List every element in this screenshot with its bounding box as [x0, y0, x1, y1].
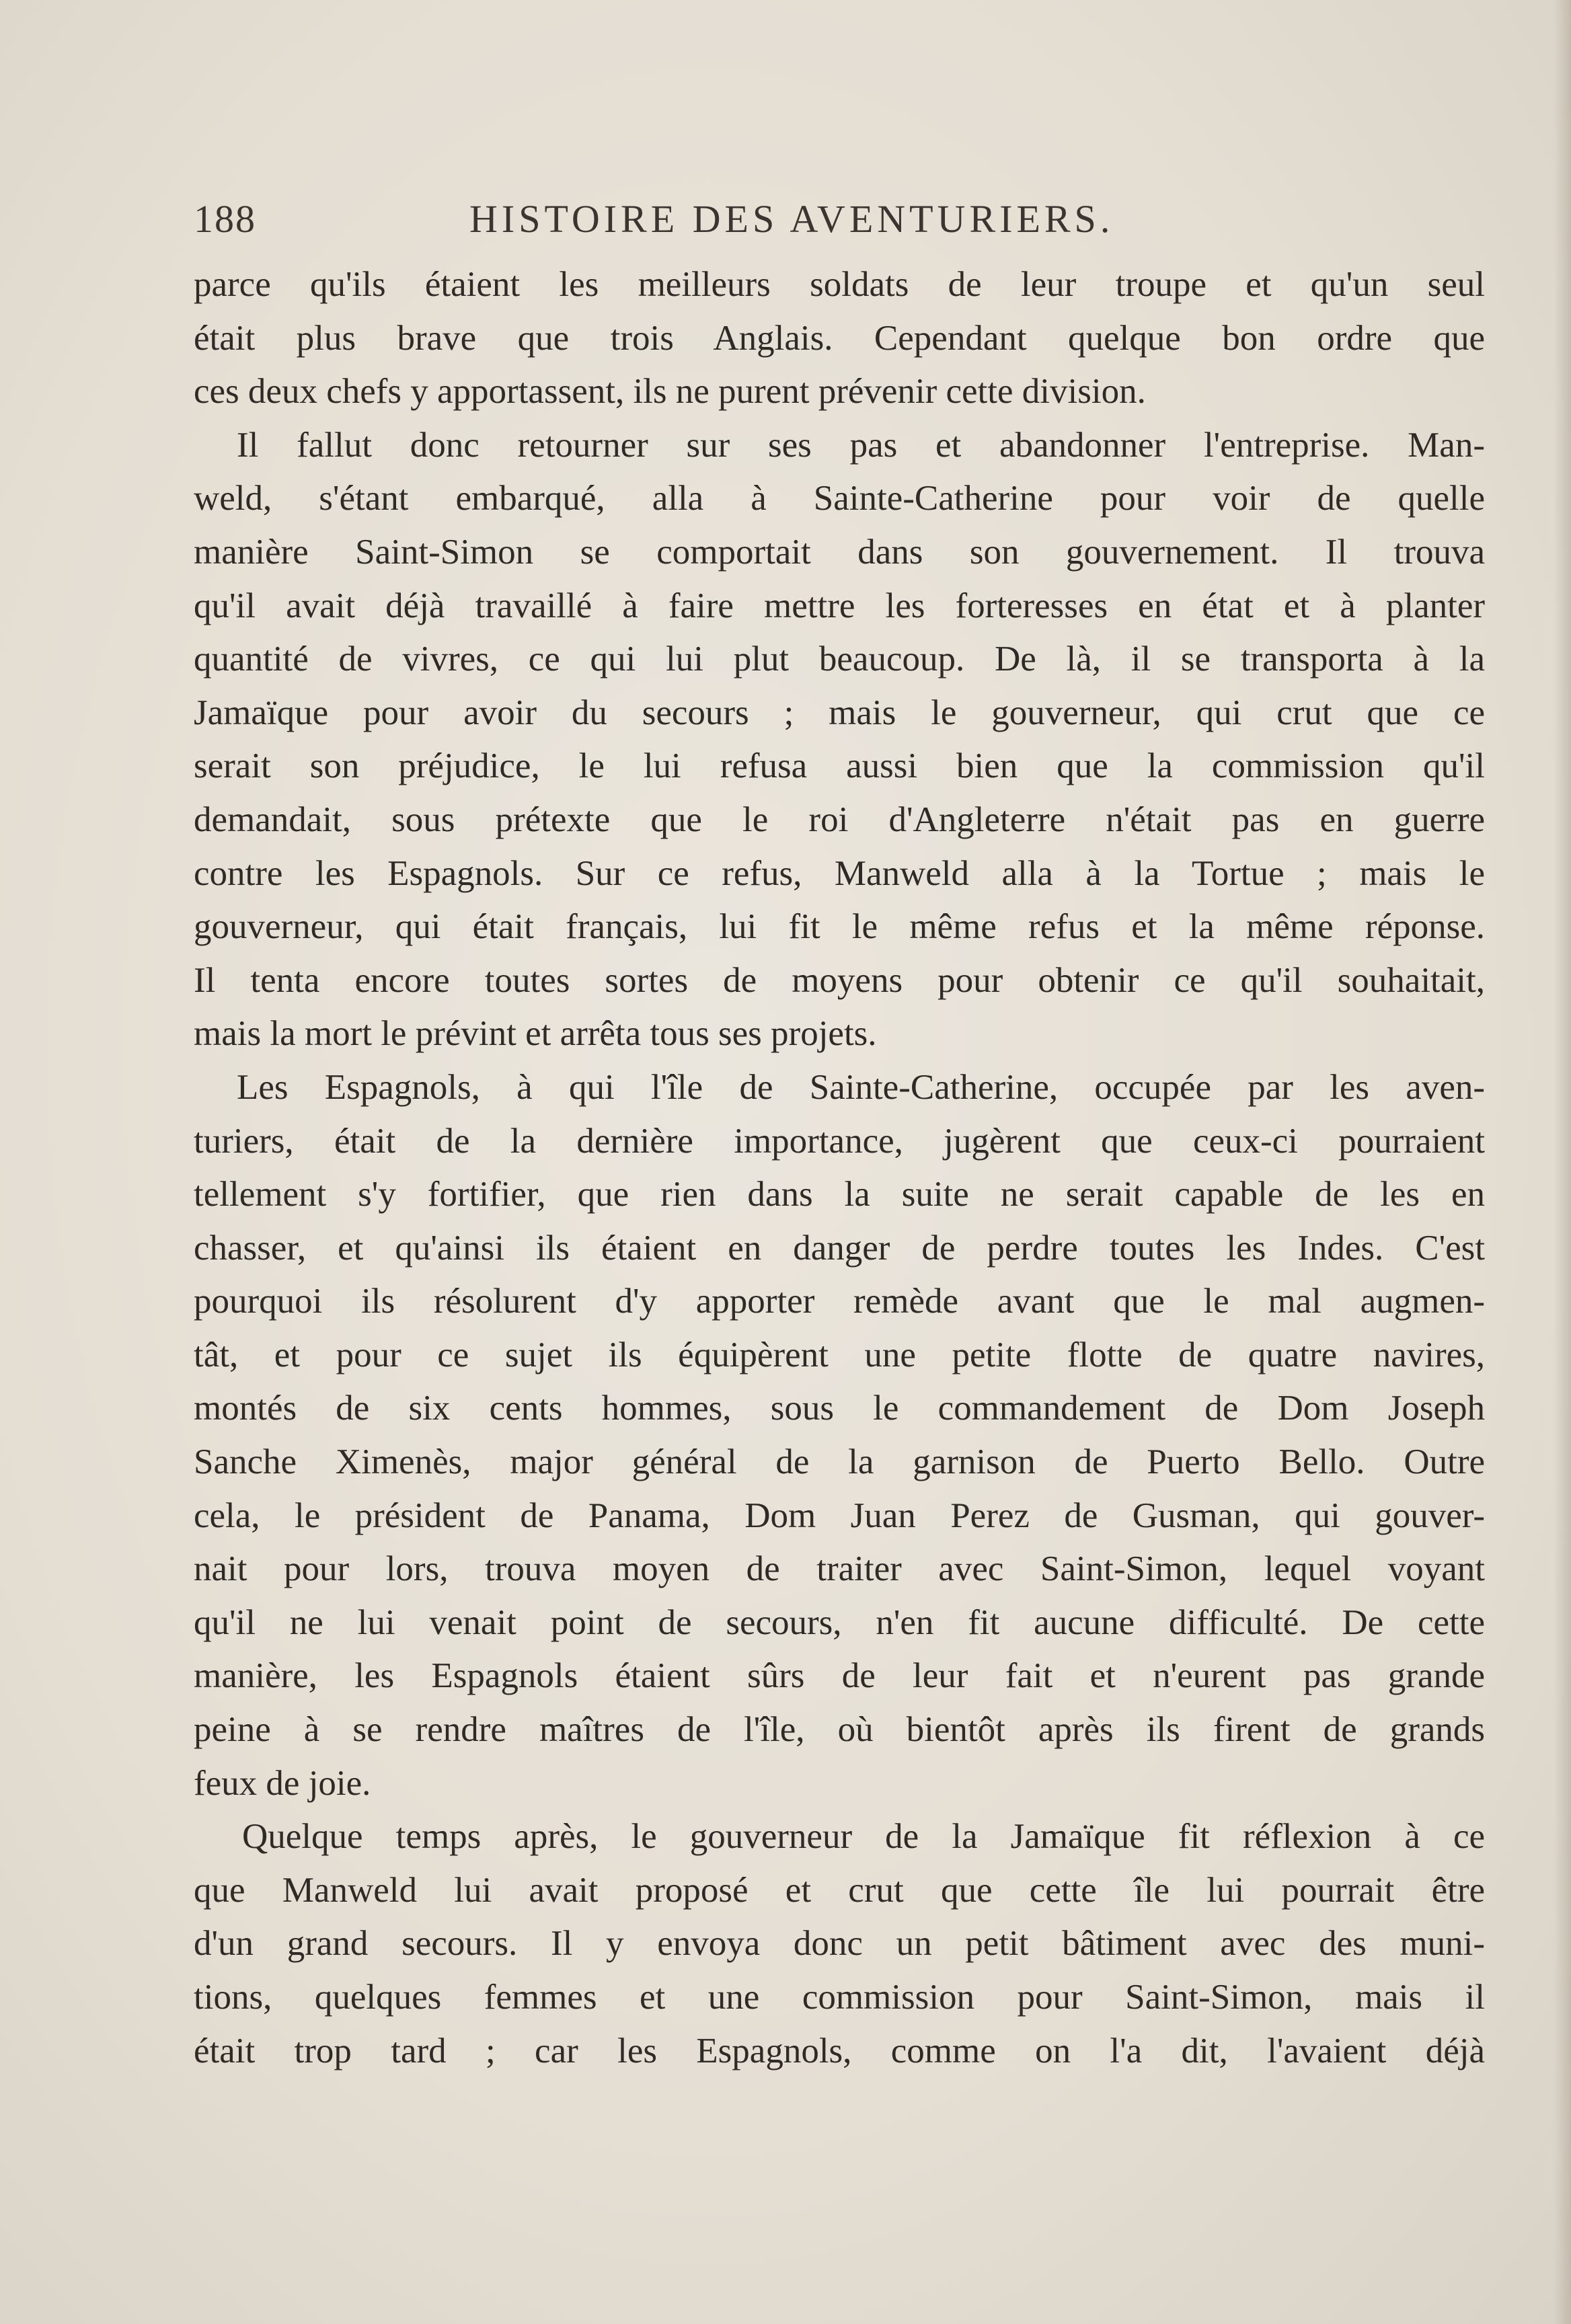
paragraph: [194, 1810, 1485, 2078]
text-line: manière Saint-Simon se comportait dans son gouvernement. Il trouva: [194, 532, 1485, 572]
text-line: pourquoi ils résolurent d'y apporter remède avant que le mal augmen-: [194, 1282, 1485, 1321]
text-line: Il fallut donc retourner sur ses pas et abandonner l'entreprise. Man-: [237, 425, 1485, 465]
paragraph: [194, 258, 1485, 419]
text-line: tellement s'y fortifier, que rien dans la suite ne serait capable de les en: [194, 1175, 1485, 1214]
text-line: peine à se rendre maîtres de l'île, où bientôt après ils firent de grands: [194, 1710, 1485, 1750]
text-line: qu'il avait déjà travaillé à faire mettre les forteresses en état et à planter: [194, 586, 1485, 625]
text-line: Quelque temps après, le gouverneur de la Jamaïque fit réflexion à ce: [242, 1817, 1485, 1857]
text-line: que Manweld lui avait proposé et crut que cette île lui pourrait être: [194, 1870, 1485, 1910]
text-line: mais la mort le prévint et arrêta tous ses projets.: [194, 1014, 877, 1054]
text-line: Sanche Ximenès, major général de la garnison de Puerto Bello. Outre: [194, 1442, 1485, 1482]
body-text: [194, 258, 1485, 2078]
text-line: ces deux chefs y apportassent, ils ne purent prévenir cette division.: [194, 372, 1146, 412]
text-line: chasser, et qu'ainsi ils étaient en danger de perdre toutes les Indes. C'est: [194, 1228, 1485, 1268]
text-line: manière, les Espagnols étaient sûrs de leur fait et n'eurent pas grande: [194, 1656, 1485, 1696]
text-line: tât, et pour ce sujet ils équipèrent une petite flotte de quatre navires,: [194, 1335, 1485, 1374]
text-line: Il tenta encore toutes sortes de moyens pour obtenir ce qu'il souhaitait,: [194, 960, 1485, 1000]
text-line: cela, le président de Panama, Dom Juan Perez de Gusman, qui gouver-: [194, 1496, 1485, 1535]
text-line: gouverneur, qui était français, lui fit le même refus et la même réponse.: [194, 907, 1485, 947]
paragraph: [194, 1061, 1485, 1810]
paragraph: [194, 419, 1485, 1061]
text-line: turiers, était de la dernière importance, jugèrent que ceux-ci pourraient: [194, 1121, 1485, 1161]
text-line: serait son préjudice, le lui refusa aussi bien que la commission qu'il: [194, 746, 1485, 786]
text-line: d'un grand secours. Il y envoya donc un petit bâtiment avec des muni-: [194, 1924, 1485, 1964]
text-line: qu'il ne lui venait point de secours, n'en fit aucune difficulté. De cette: [194, 1602, 1485, 1642]
text-line: montés de six cents hommes, sous le commandement de Dom Joseph: [194, 1389, 1485, 1428]
text-line: était plus brave que trois Anglais. Cependant quelque bon ordre que: [194, 318, 1485, 358]
text-line: parce qu'ils étaient les meilleurs soldats de leur troupe et qu'un seul: [194, 265, 1485, 304]
text-line: était trop tard ; car les Espagnols, comme on l'a dit, l'avaient déjà: [194, 2031, 1485, 2070]
running-head: [194, 196, 1485, 250]
text-line: Les Espagnols, à qui l'île de Sainte-Catherine, occupée par les aven-: [237, 1067, 1485, 1107]
text-line: demandait, sous prétexte que le roi d'Angleterre n'était pas en guerre: [194, 800, 1485, 839]
text-line: nait pour lors, trouva moyen de traiter avec Saint-Simon, lequel voyant: [194, 1549, 1485, 1589]
text-line: Jamaïque pour avoir du secours ; mais le gouverneur, qui crut que ce: [194, 693, 1485, 732]
page-number: 188: [194, 197, 256, 241]
page-edge-shadow: [1554, 0, 1571, 2324]
text-line: contre les Espagnols. Sur ce refus, Manweld alla à la Tortue ; mais le: [194, 853, 1485, 893]
text-line: feux de joie.: [194, 1763, 371, 1803]
running-title: HISTOIRE DES AVENTURIERS.: [469, 197, 1114, 241]
text-line: quantité de vivres, ce qui lui plut beaucoup. De là, il se transporta à la: [194, 640, 1485, 679]
text-line: weld, s'étant embarqué, alla à Sainte-Catherine pour voir de quelle: [194, 479, 1485, 518]
text-line: tions, quelques femmes et une commission pour Saint-Simon, mais il: [194, 1978, 1485, 2017]
